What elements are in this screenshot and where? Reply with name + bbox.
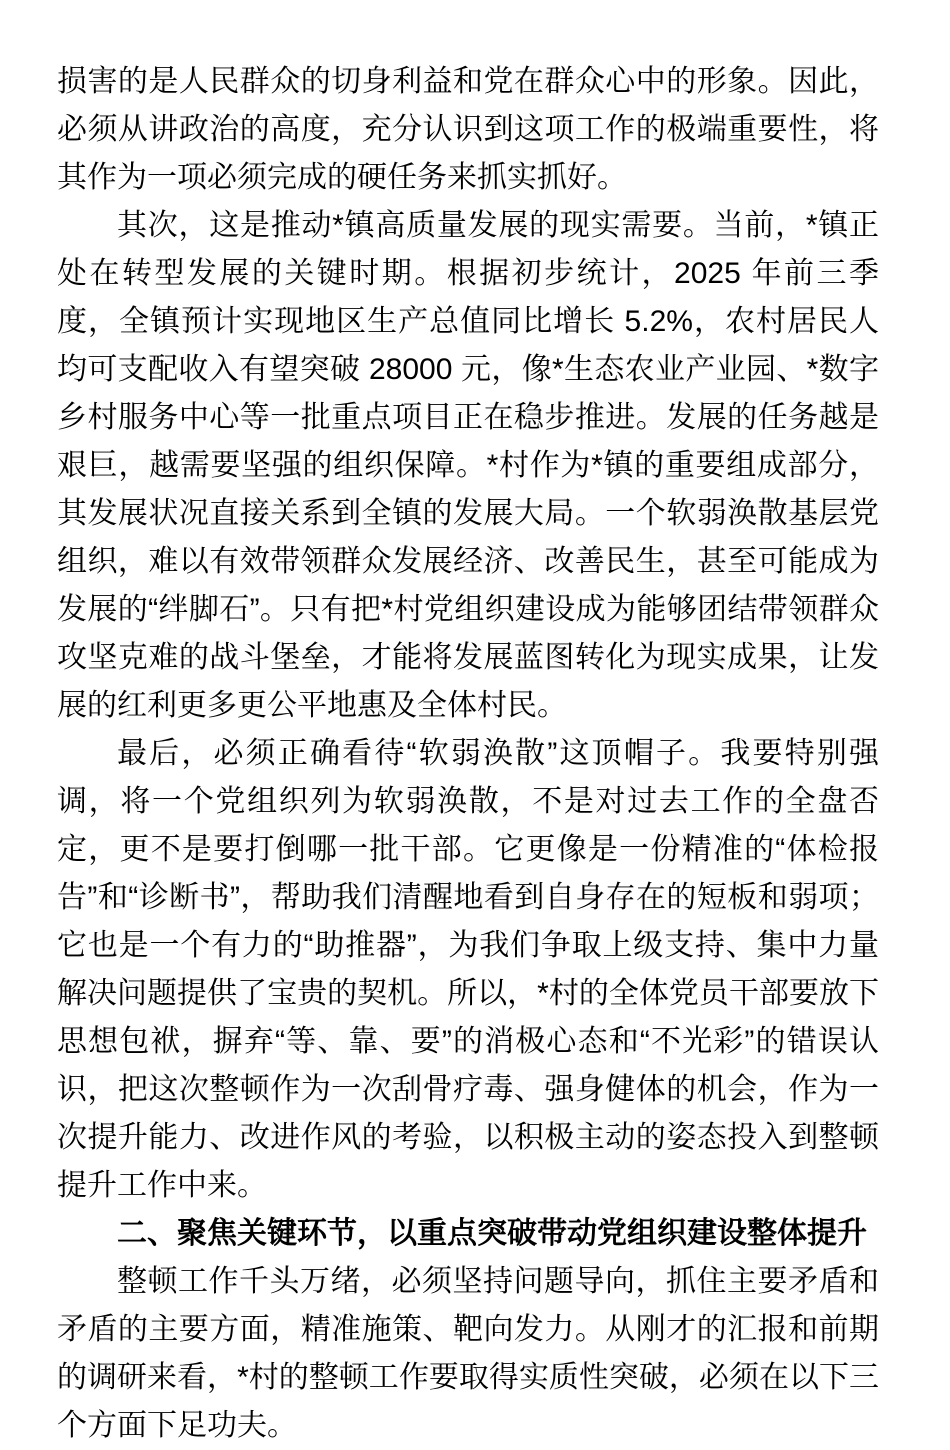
paragraph-final-point: 最后，必须正确看待“软弱涣散”这顶帽子。我要特别强调，将一个党组织列为软弱涣散，不是对过去工作的全盘否定，更不是要打倒哪一批干部。它更像是一份精准的“体检报告”和“诊断书”，帮助我们清醒地看到自身存在的短板和弱项；它也是一个有力的“助推器”，为我们争取上级支持、集中力量解决问题提供了宝贵的契机。所以，*村的全体党员干部要放下思想包袱，摒弃“等、靠、要”的消极心态和“不光彩”的错误认识，把这次整顿作为一次刮骨疗毒、强身健体的机会，作为一次提升能力、改进作风的考验，以积极主动的姿态投入到整顿提升工作中来。 [57,737,879,1202]
paragraph-second-point: 其次，这是推动*镇高质量发展的现实需要。当前，*镇正处在转型发展的关键时期。根据初步统计，2025 年前三季度，全镇预计实现地区生产总值同比增长 5.2%，农村居民人均可支配收入有望突破 28000 元，像*生态农业产业园、*数字乡村服务中心等一批重点项目正在稳步推进。发展的任务越是艰巨，越需要坚强的组织保障。*村作为*镇的重要组成部分，其发展状况直接关系到全镇的发展大局。一个软弱涣散基层党组织，难以有效带领群众发展经济、改善民生，甚至可能成为发展的“绊脚石”。只有把*村党组织建设成为能够团结带领群众攻坚克难的战斗堡垒，才能将发展蓝图转化为现实成果，让发展的红利更多更公平地惠及全体村民。 [57,209,879,722]
paragraph-continuation-opening: 损害的是人民群众的切身利益和党在群众心中的形象。因此，必须从讲政治的高度，充分认识到这项工作的极端重要性，将其作为一项必须完成的硬任务来抓实抓好。 [57,65,879,194]
paragraph-section-two-intro: 整顿工作千头万绪，必须坚持问题导向，抓住主要矛盾和矛盾的主要方面，精准施策、靶向发力。从刚才的汇报和前期的调研来看，*村的整顿工作要取得实质性突破，必须在以下三个方面下足功夫。 [57,1265,879,1442]
document-text-body [57,58,879,1450]
section-heading-two: 二、聚焦关键环节，以重点突破带动党组织建设整体提升 [117,1217,867,1250]
